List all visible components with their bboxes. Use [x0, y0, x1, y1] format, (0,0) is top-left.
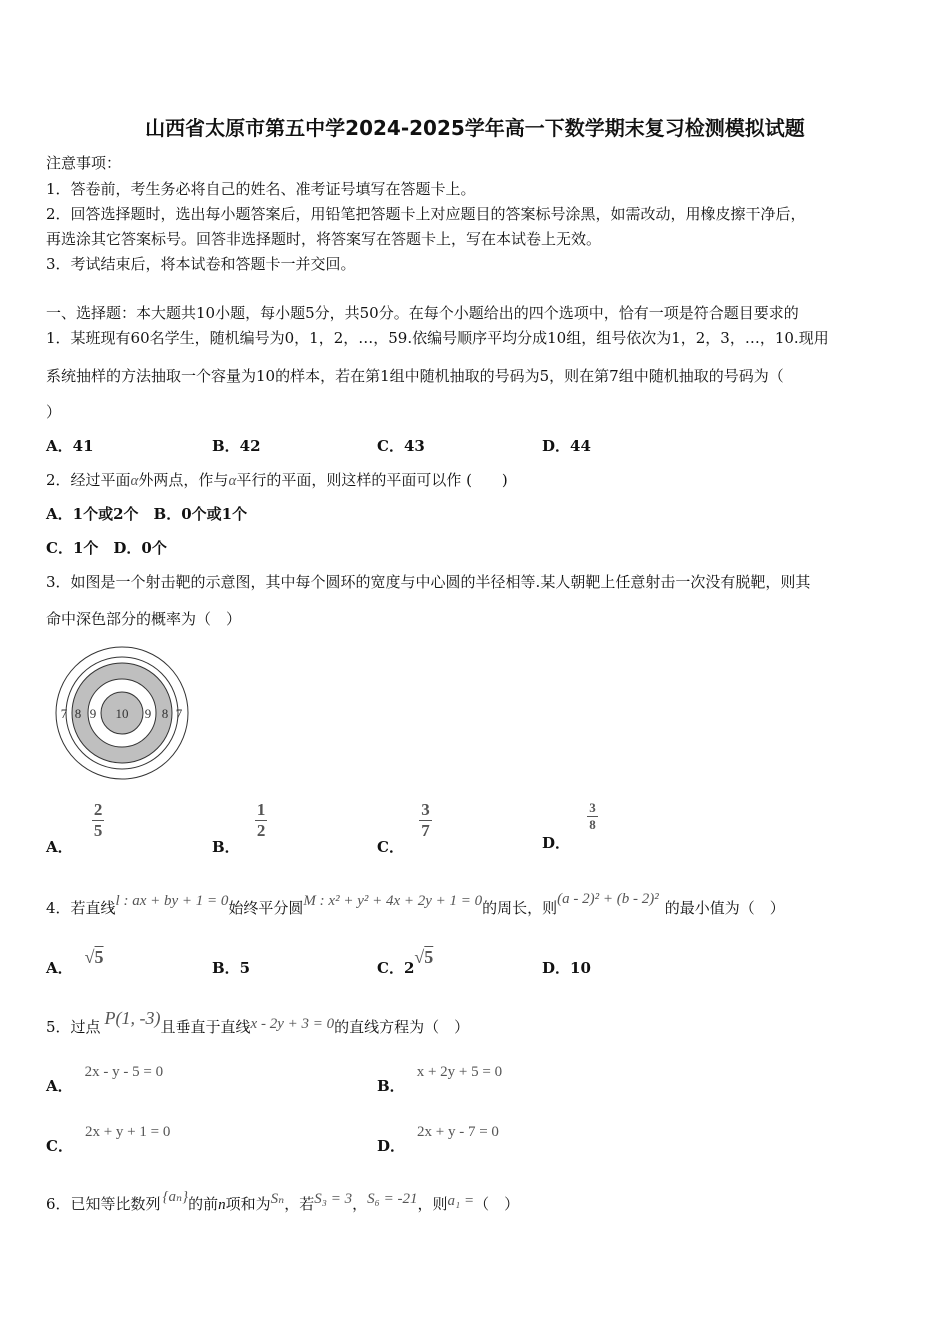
- q4-option-b[interactable]: B．5: [212, 959, 251, 977]
- q1-option-c[interactable]: C．43: [377, 437, 425, 455]
- section-heading: 一、选择题：本大题共10小题，每小题5分，共50分。在每个小题给出的四个选项中，恰有一项是符合题目要求的: [46, 304, 799, 322]
- target-label: 10: [115, 706, 129, 721]
- q1-option-b[interactable]: B．42: [212, 437, 261, 455]
- page-title: 山西省太原市第五中学2024-2025学年高一下数学期末复习检测模拟试题: [145, 116, 805, 140]
- target-label: 8: [161, 706, 169, 721]
- q2-options-ab[interactable]: A．1个或2个 B．0个或1个: [46, 505, 248, 523]
- target-label: 9: [144, 706, 152, 721]
- q1-option-d[interactable]: D．44: [542, 437, 591, 455]
- notice-heading: 注意事项：: [46, 154, 122, 172]
- notice-item-1: 1．答卷前，考生务必将自己的姓名、准考证号填写在答题卡上。: [46, 180, 476, 198]
- q3-line-1: 3．如图是一个射击靶的示意图，其中每个圆环的宽度与中心圆的半径相等.某人朝靶上任意射击一次没有脱靶，则其: [46, 573, 811, 591]
- q6-stem: 6．已知等比数列 {aₙ}的前n项和为Sₙ，若S₃ = 3，S₆ = -21，则a₁ =（ ）: [46, 1189, 520, 1213]
- target-label: 7: [175, 706, 183, 721]
- q2-options-cd[interactable]: C．1个 D．0个: [46, 539, 167, 557]
- q4-stem: 4．若直线l : ax + by + 1 = 0始终平分圆M : x² + y² + 4x + 2y + 1 = 0的周长，则(a - 2)² + (b - 2)² 的最小值为（ ）: [46, 891, 785, 917]
- target-label: 7: [60, 706, 68, 721]
- q1-option-a[interactable]: A．41: [46, 437, 94, 455]
- q3-line-2: 命中深色部分的概率为（ ）: [46, 610, 242, 628]
- q3-option-b[interactable]: B． $\frac{1}{2}$: [212, 800, 266, 856]
- q5-option-d[interactable]: D．2x + y - 7 = 0: [377, 1124, 499, 1155]
- q1-line-3: ）: [46, 403, 62, 421]
- q5-stem: 5．过点 P(1, -3)且垂直于直线x - 2y + 3 = 0的直线方程为（ ）: [46, 1008, 470, 1036]
- notice-item-2b: 再选涂其它答案标号。回答非选择题时，将答案写在答题卡上，写在本试卷上无效。: [46, 230, 602, 248]
- q1-line-1: 1．某班现有60名学生，随机编号为0，1，2，…，59.依编号顺序平均分成10组，组号依次为1，2，3，…，10.现用: [46, 329, 829, 347]
- q5-option-c[interactable]: C．2x + y + 1 = 0: [46, 1124, 171, 1155]
- target-label: 8: [74, 706, 82, 721]
- q3-option-a[interactable]: A． $\frac{2}{5}$: [46, 800, 103, 856]
- q4-option-c[interactable]: C．2√5: [377, 947, 434, 977]
- target-label: 9: [89, 706, 97, 721]
- notice-item-3: 3．考试结束后，将本试卷和答题卡一并交回。: [46, 255, 356, 273]
- shooting-target-figure: [54, 645, 190, 781]
- q5-option-b[interactable]: B．x + 2y + 5 = 0: [377, 1064, 503, 1095]
- q3-option-c[interactable]: C． $\frac{3}{7}$: [377, 800, 430, 856]
- q4-option-a[interactable]: A．√5: [46, 947, 104, 977]
- q1-line-2: 系统抽样的方法抽取一个容量为10的样本，若在第1组中随机抽取的号码为5，则在第7组中随机抽取的号码为（: [46, 367, 784, 385]
- notice-item-2a: 2．回答选择题时，选出每小题答案后，用铅笔把答题卡上对应题目的答案标号涂黑，如需改动，用橡皮擦干净后，: [46, 205, 806, 223]
- q3-option-d[interactable]: D． $\frac{3}{8}$: [542, 800, 596, 852]
- q2-stem: 2．经过平面α外两点，作与α平行的平面，则这样的平面可以作 ( ): [46, 471, 508, 489]
- q5-option-a[interactable]: A．2x - y - 5 = 0: [46, 1064, 164, 1095]
- q4-option-d[interactable]: D．10: [542, 959, 591, 977]
